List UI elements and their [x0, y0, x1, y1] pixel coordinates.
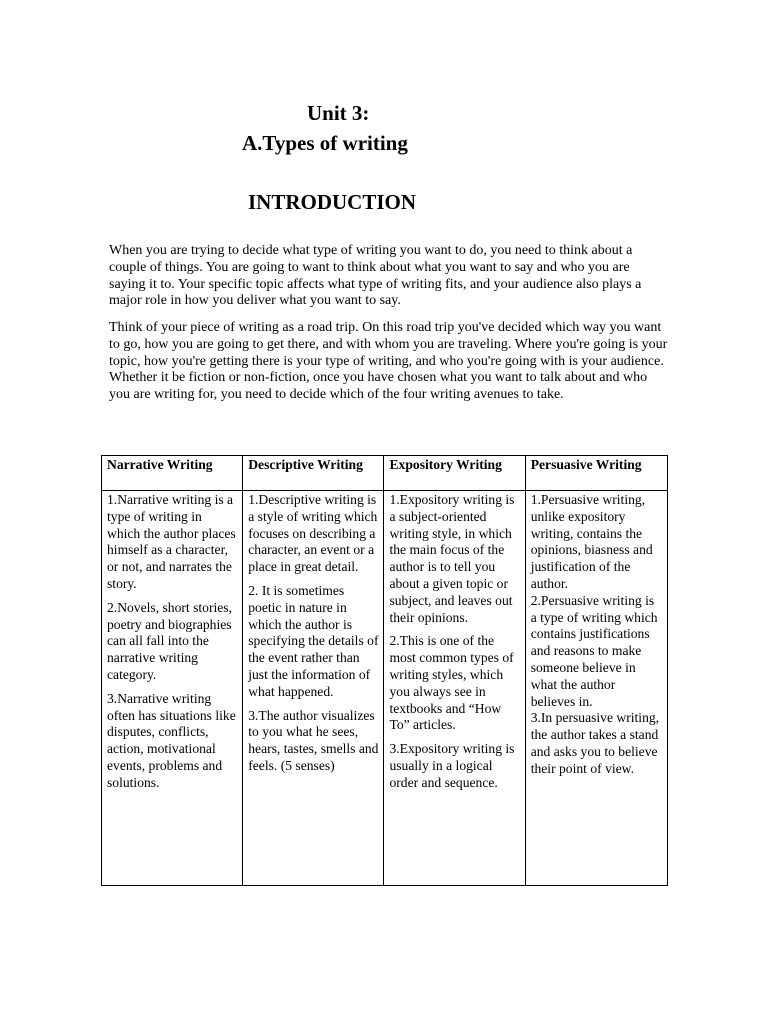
header-expository-writing: Expository Writing [384, 456, 525, 491]
header-narrative-writing: Narrative Writing [102, 456, 243, 491]
unit-title: Unit 3: [307, 101, 370, 125]
descriptive-point-2: 2. It is sometimes poetic in nature in which the author is specifying the details of the event rather than just the information of what happened. [248, 582, 379, 699]
writing-types-table [101, 455, 668, 886]
expository-point-2: 2.This is one of the most common types of writing styles, which you always see in textbooks and “How To” articles. [389, 633, 514, 733]
persuasive-point-3: 3.In persuasive writing, the author takes a stand and asks you to believe their point of view. [530, 710, 660, 776]
table-row [102, 491, 668, 886]
expository-point-3: 3.Expository writing is usually in a logical order and sequence. [389, 741, 515, 790]
introduction-heading: INTRODUCTION [248, 190, 417, 214]
intro-paragraph-2: Think of your piece of writing as a road trip. On this road trip you've decided which way you want to go, how you are going to get there, and with whom you are traveling. Where you're going is your topic, how you're getting there is your type of writing, and who you're going with is your audience. Whether it be fiction or non-fiction, once you have chosen what you want to talk about and who you are writing for, you need to decide which of the four writing avenues to take. [109, 320, 668, 403]
narrative-point-2: 2.Novels, short stories, poetry and biographies can all fall into the narrative writing category. [107, 599, 232, 682]
narrative-cell [102, 491, 243, 886]
descriptive-point-3: 3.The author visualizes to you what he sees, hears, tastes, smells and feels. (5 senses) [248, 707, 379, 773]
persuasive-point-1: 1.Persuasive writing, unlike expository writing, contains the opinions, biasness and justification of the author. [530, 492, 653, 591]
narrative-point-3: 3.Narrative writing often has situations like disputes, conflicts, action, motivational events, problems and solutions. [107, 690, 236, 790]
header-descriptive-writing: Descriptive Writing [243, 456, 384, 491]
persuasive-point-2: 2.Persuasive writing is a type of writing which contains justifications and reasons to make someone believe in what the author believes in. [530, 592, 658, 709]
section-title: A.Types of writing [242, 131, 408, 155]
persuasive-cell [525, 491, 667, 886]
descriptive-point-1: 1.Descriptive writing is a style of writing which focuses on describing a character, an event or a place in great detail. [248, 492, 378, 575]
narrative-point-1: 1.Narrative writing is a type of writing in which the author places himself as a character, or not, and narrates the story. [107, 492, 236, 591]
header-persuasive-writing: Persuasive Writing [525, 456, 667, 491]
descriptive-cell [243, 491, 384, 886]
intro-paragraph-1: When you are trying to decide what type of writing you want to do, you need to think about a couple of things. You are going to want to think about what you want to say and who you are saying it to. Your specific topic affects what type of writing fits, and your audience also plays a major role in how you deliver what you want to say. [109, 243, 642, 309]
table-header-row [102, 456, 668, 491]
expository-cell [384, 491, 525, 886]
expository-point-1: 1.Expository writing is a subject-oriented writing style, in which the main focus of the author is to tell you about a given topic or subject, and leaves out their opinions. [389, 492, 515, 625]
